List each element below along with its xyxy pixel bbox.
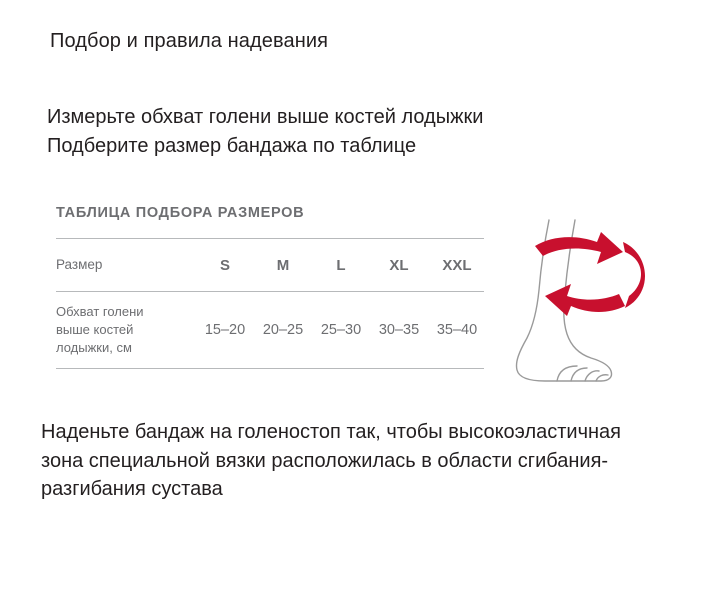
ankle-brace-measure-illustration: [505, 218, 695, 393]
value-m: 20–25: [262, 322, 304, 338]
value-s: 15–20: [204, 322, 246, 338]
page-title: Подбор и правила надевания: [50, 30, 329, 52]
size-table-caption: ТАБЛИЦА ПОДБОРА РАЗМЕРОВ: [56, 205, 305, 221]
size-table: [56, 205, 496, 369]
row-label-line-3: лодыжки, см: [56, 340, 132, 355]
row-label-circumference: [56, 303, 196, 357]
value-xxl: 35–40: [436, 322, 478, 338]
table-divider-bottom: [56, 368, 484, 369]
instruction-line-1: Измерьте обхват голени выше костей лодыжки: [47, 106, 484, 128]
table-header-label: Размер: [56, 257, 103, 272]
instruction-line-2: Подберите размер бандажа по таблице: [47, 135, 417, 157]
step-one-instructions: [47, 103, 483, 161]
table-header-row: [56, 239, 496, 291]
size-header-m: M: [276, 256, 290, 274]
value-l: 25–30: [320, 322, 362, 338]
row-label-line-2: выше костей: [56, 322, 134, 337]
row-label-line-1: Обхват голени: [56, 304, 144, 319]
size-header-s: S: [219, 256, 230, 274]
size-header-xxl: XXL: [442, 256, 472, 274]
size-header-xl: XL: [389, 256, 409, 274]
value-xl: 30–35: [378, 322, 420, 338]
size-header-l: L: [336, 256, 346, 274]
step-two-instructions: Наденьте бандаж на голеностоп так, чтобы высокоэластичная зона специальной вязки расположилась в области сгибания-разгибания сустава: [41, 421, 621, 500]
table-data-row: [56, 292, 496, 368]
